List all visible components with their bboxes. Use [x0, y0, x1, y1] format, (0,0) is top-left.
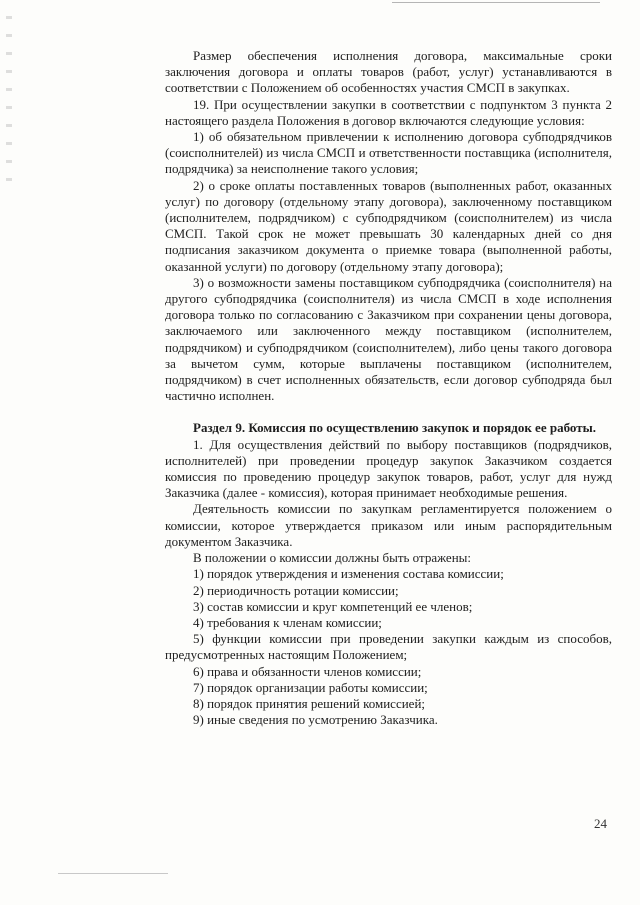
list-item: 2) периодичность ротации комиссии;: [193, 582, 399, 598]
paragraph-commission-list-intro: В положении о комиссии должны быть отражены:: [193, 550, 472, 566]
paragraph-condition-3: 3) о возможности замены поставщиком субподрядчика (соисполнителя) на другого субподрядчика (соисполнителя) из числа СМСП в ходе исполнения договора только по согласованию с Заказчиком при сохранении цены договора, заключаемого или заключенного между поставщиком (исполнителем, подрядчиком) и субподрядчиком (соисполнителем), либо цены такого договора за вычетом сумм, которые выплачены поставщиком (исполнителем, подрядчиком) в счет исполненных обязательств, если договор субподряда был частично исполнен.: [165, 274, 612, 404]
paragraph-security: Размер обеспечения исполнения договора, максимальные сроки заключения договора и оплаты товаров (работ, услуг) устанавливаются в соответствии с Положением об особенностях участия СМСП в закупках.: [165, 48, 612, 96]
list-item: 9) иные сведения по усмотрению Заказчика.: [193, 712, 438, 728]
paragraph-commission-regulation: Деятельность комиссии по закупкам регламентируется положением о комиссии, которое утверждается приказом или иным распорядительным документом Заказчика.: [165, 501, 612, 549]
list-item: 5) функции комиссии при проведении закупки каждым из способов, предусмотренных настоящим Положением;: [165, 631, 612, 663]
paragraph-item-19: 19. При осуществлении закупки в соответствии с подпунктом 3 пункта 2 настоящего раздела Положения в договор включаются следующие условия:: [165, 96, 612, 128]
list-item: 3) состав комиссии и круг компетенций ее членов;: [193, 598, 473, 614]
scan-edge-line-bottom: [58, 873, 168, 874]
binder-hole-marks: [6, 16, 12, 196]
page-number: 24: [594, 816, 607, 831]
list-item: 6) права и обязанности членов комиссии;: [193, 663, 422, 679]
document-body: [165, 48, 612, 728]
section-heading: Раздел 9. Комиссия по осуществлению закупок и порядок ее работы.: [193, 420, 597, 436]
paragraph-commission-1: 1. Для осуществления действий по выбору поставщиков (подрядчиков, исполнителей) при проведении процедур закупок Заказчиком создается комиссия по проведению процедур закупок товаров, работ, услуг для нужд Заказчика (далее - комиссия), которая принимает необходимые решения.: [165, 436, 612, 501]
paragraph-condition-2: 2) о сроке оплаты поставленных товаров (выполненных работ, оказанных услуг) по договору (отдельному этапу договора), заключенному поставщиком (исполнителем, подрядчиком) с субподрядчиком (соисполнителем) из числа СМСП. Такой срок не может превышать 30 календарных дней со дня подписания заказчиком документа о приемке товара (выполненной работы, оказанной услуги) по договору (отдельному этапу договора);: [165, 177, 612, 274]
scan-edge-line: [392, 2, 600, 3]
paragraph-condition-1: 1) об обязательном привлечении к исполнению договора субподрядчиков (соисполнителей) из числа СМСП и ответственности поставщика (исполнителя, подрядчика) за неисполнение такого условия;: [165, 129, 612, 177]
list-item: 7) порядок организации работы комиссии;: [193, 679, 428, 695]
list-item: 1) порядок утверждения и изменения состава комиссии;: [193, 566, 504, 582]
list-item: 8) порядок принятия решений комиссией;: [193, 695, 426, 711]
list-item: 4) требования к членам комиссии;: [193, 614, 382, 630]
